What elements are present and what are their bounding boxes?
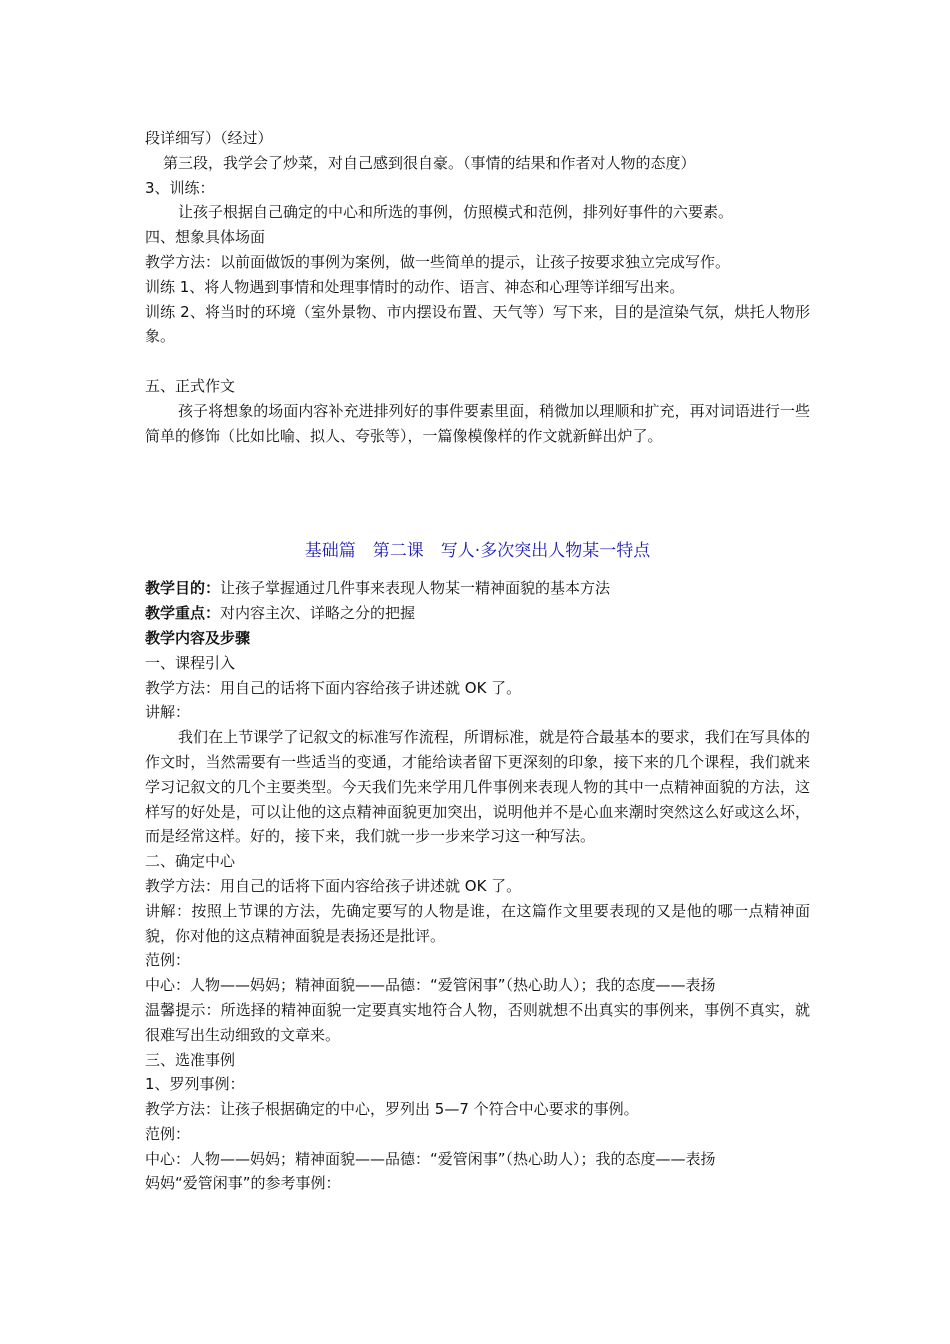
lesson-title: 基础篇 第二课 写人·多次突出人物某一特点: [304, 541, 651, 562]
text-paragraph: 训练 2、将当时的环境（室外景物、市内摆设布置、天气等）写下来，目的是渲染气氛，烘托人物形象。: [145, 302, 810, 346]
section-heading: 二、确定中心: [145, 852, 236, 871]
text-line: 第三段，我学会了炒菜，对自己感到很自豪。（事情的结果和作者对人物的态度）: [163, 153, 696, 172]
spacer: [145, 448, 810, 536]
content-heading: 教学内容及步骤: [145, 628, 251, 647]
text-paragraph: 讲解：按照上节课的方法，先确定要写的人物是谁，在这篇作文里要表现的又是他的哪一点精神面貌，你对他的这点精神面貌是表扬还是批评。: [145, 901, 810, 945]
text-line: 教学方法：以前面做饭的事例为案例，做一些简单的提示，让孩子按要求独立完成写作。: [145, 252, 731, 271]
text-line: 范例：: [145, 1124, 191, 1143]
spacer: [145, 349, 810, 374]
text-paragraph: 孩子将想象的场面内容补充进排列好的事件要素里面，稍微加以理顺和扩充，再对词语进行一些简单的修饰（比如比喻、拟人、夸张等），一篇像模像样的作文就新鲜出炉了。: [145, 401, 810, 445]
goal-text: 让孩子掌握通过几件事来表现人物某一精神面貌的基本方法: [220, 579, 611, 598]
section-heading: 三、选准事例: [145, 1050, 236, 1069]
text-paragraph: 我们在上节课学了记叙文的标准写作流程，所谓标准，就是符合最基本的要求，我们在写具体的作文时，当然需要有一些适当的变通，才能给读者留下更深刻的印象，接下来的几个课程，我们就来学习记叙文的几个主要类型。今天我们先来学用几件事例来表现人物的其中一点精神面貌的方法，这样写的好处是，可以让他的这点精神面貌更加突出，说明他并不是心血来潮时突然这么好或这么坏，而是经常这样。好的，接下来，我们就一步一步来学习这一种写法。: [145, 728, 810, 846]
text-line: 让孩子根据自己确定的中心和所选的事例，仿照模式和范例，排列好事件的六要素。: [178, 203, 734, 222]
text-line: 教学方法：用自己的话将下面内容给孩子讲述就 OK 了。: [145, 876, 522, 895]
text-line: 中心：人物——妈妈；精神面貌——品德：“爱管闲事”（热心助人）；我的态度——表扬: [145, 1149, 716, 1168]
text-line: 妈妈“爱管闲事”的参考事例：: [145, 1174, 341, 1193]
text-paragraph: 温馨提示：所选择的精神面貌一定要真实地符合人物，否则就想不出真实的事例来，事例不真实，就很难写出生动细致的文章来。: [145, 1000, 810, 1044]
text-line: 教学方法：用自己的话将下面内容给孩子讲述就 OK 了。: [145, 678, 522, 697]
text-line: 段详细写）（经过）: [145, 129, 273, 147]
text-line: 范例：: [145, 951, 191, 970]
section-heading: 一、课程引入: [145, 653, 236, 672]
text-line: 训练 1、将人物遇到事情和处理事情时的动作、语言、神态和心理等详细写出来。: [145, 277, 685, 296]
document-page: [145, 126, 810, 1196]
goal-line: [145, 576, 810, 601]
text-line: 中心：人物——妈妈；精神面貌——品德：“爱管闲事”（热心助人）；我的态度——表扬: [145, 976, 716, 995]
focus-line: [145, 601, 810, 626]
text-line: 3、训练：: [145, 178, 215, 197]
text-line: 教学方法：让孩子根据确定的中心，罗列出 5—7 个符合中心要求的事例。: [145, 1100, 639, 1119]
focus-text: 对内容主次、详略之分的把握: [220, 604, 416, 623]
text-line: 讲解：: [145, 703, 191, 722]
goal-label: 教学目的：: [145, 579, 221, 598]
focus-label: 教学重点：: [145, 604, 221, 623]
text-line: 1、罗列事例：: [145, 1075, 245, 1094]
section-heading: 五、正式作文: [145, 376, 236, 395]
section-heading: 四、想象具体场面: [145, 228, 266, 247]
